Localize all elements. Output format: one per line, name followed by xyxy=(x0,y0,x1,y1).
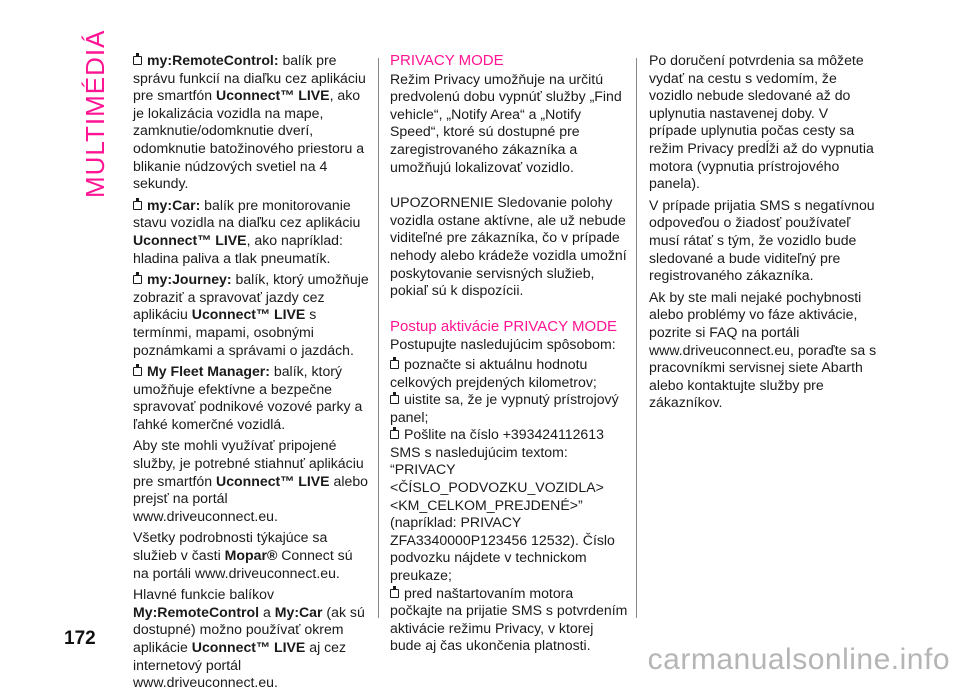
bullet-journey: my:Journey: balík, ktorý umožňuje zobraziť a spravovať jazdy cez aplikáciu Uconnect™ LIVE s termínmi, mapami, osobnými poznámkami a správami o jazdách. xyxy=(133,271,369,358)
bullet-step-1: poznačte si aktuálnu hodnotu celkových prejdených kilometrov; xyxy=(390,355,597,390)
paragraph-main-functions: Hlavné funkcie balíkov My:RemoteControl a My:Car (ak sú dostupné) možno používať okrem aplikácie Uconnect™ LIVE aj cez internetový portál www.driveuconnect.eu. xyxy=(133,586,365,691)
bullet-step-3: Pošlite na číslo +393424112613 SMS s nasledujúcim textom: “PRIVACY <ČÍSLO_PODVOZKU_VOZIDLA> <KM_CELKOM_PREJDENÉ>” (napríklad: PRIVACY ZFA3340000P123456 12532). Číslo podvozku nájdete v technickom preukaze; xyxy=(390,426,615,584)
bullet-icon xyxy=(390,360,399,369)
bullet-icon xyxy=(133,56,142,65)
paragraph-warning: UPOZORNENIE Sledovanie polohy vozidla ostane aktívne, ale už nebude viditeľné pre zákazníka, čo v prípade nehody alebo krádeže vozidla umožní poskytovanie servisných služieb, pokiaľ sú k dispozícii. xyxy=(390,194,627,299)
column-2 xyxy=(390,52,628,659)
section-title: MULTIMÉDIÁ xyxy=(80,30,110,199)
bullet-icon xyxy=(133,367,142,376)
bullet-icon xyxy=(390,589,399,598)
bullet-icon xyxy=(390,430,399,439)
page-number: 172 xyxy=(64,628,96,649)
column-1 xyxy=(133,52,369,696)
column-3 xyxy=(649,52,879,416)
paragraph-help: Ak by ste mali nejaké pochybnosti alebo problémy vo fáze aktivácie, pozrite si FAQ na portáli www.driveuconnect.eu, poraďte sa s pracovníkmi servisnej siete Abarth alebo kontaktujte služby pre zákazníkov. xyxy=(649,288,877,411)
paragraph-procedure: Postupujte nasledujúcim spôsobom: xyxy=(390,336,616,353)
bullet-step-4: pred naštartovaním motora počkajte na prijatie SMS s potvrdením aktivácie režimu Privacy, v ktorej bude aj čas ukončenia platnosti. xyxy=(390,584,628,654)
column-divider xyxy=(378,58,379,618)
bullet-car: my:Car: balík pre monitorovanie stavu vozidla na diaľku cez aplikáciu Uconnect™ LIVE, ako napríklad: hladina paliva a tlak pneumatík. xyxy=(133,196,361,266)
bullet-remote-control: my:RemoteControl: balík pre správu funkcií na diaľku cez aplikáciu pre smartfón Uconnect™ LIVE, ako je lokalizácia vozidla na mape, zamknutie/odomknutie dverí, odomknutie batožinového priestoru a blikanie núdzových svetiel na 4 sekundy. xyxy=(133,52,366,192)
heading-privacy-mode: PRIVACY MODE xyxy=(390,52,504,69)
column-divider xyxy=(636,58,637,618)
watermark: carmanualsonline.info xyxy=(647,643,950,676)
bullet-icon xyxy=(133,275,142,284)
bullet-icon xyxy=(133,201,142,210)
paragraph-app: Aby ste mohli využívať pripojené služby, je potrebné stiahnuť aplikáciu pre smartfón Uconnect™ LIVE alebo prejsť na portál www.driveuconnect.eu. xyxy=(133,437,368,524)
paragraph-confirmation: Po doručení potvrdenia sa môžete vydať na cestu s vedomím, že vozidlo nebude sledované až do uplynutia nastavenej doby. V prípade uplynutia počas cesty sa režim Privacy predĺži až do vypnutia motora (vypnutia prístrojového panela). xyxy=(649,52,874,192)
bullet-fleet-manager: My Fleet Manager: balík, ktorý umožňuje efektívne a bezpečne spravovať podnikové vozové parky a ľahké komerčné vozidlá. xyxy=(133,363,363,432)
paragraph-negative-sms: V prípade prijatia SMS s negatívnou odpoveďou o žiadosť používateľ musí rátať s tým, že vozidlo bude sledované a bude viditeľný pre registrovaného zákazníka. xyxy=(649,196,875,284)
bullet-step-2: uistite sa, že je vypnutý prístrojový panel; xyxy=(390,391,619,425)
bullet-icon xyxy=(390,395,399,404)
paragraph-details: Všetky podrobnosti týkajúce sa služieb v časti Mopar® Connect sú na portáli www.driveuconnect.eu. xyxy=(133,529,353,581)
heading-activation: Postup aktivácie PRIVACY MODE xyxy=(390,317,618,335)
paragraph-privacy-intro: Režim Privacy umožňuje na určitú predvolenú dobu vypnúť služby „Find vehicle“, „Notify Area“ a „Notify Speed“, ktoré sú dostupné pre zaregistrovaného zákazníka a umožňujú lokalizovať vozidlo. xyxy=(390,70,622,175)
